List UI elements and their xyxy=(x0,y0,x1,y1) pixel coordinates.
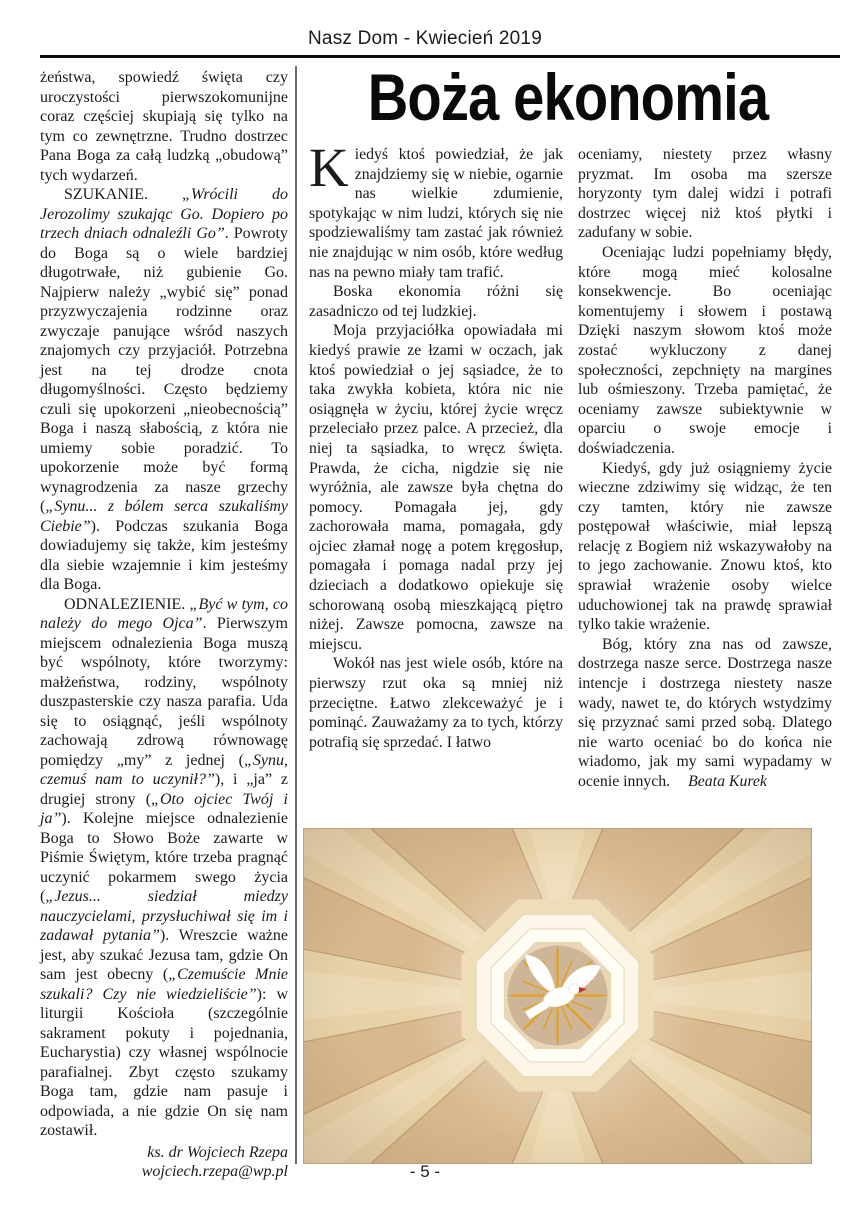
body-text: Moja przyjaciółka opowiadała mi kiedyś prawie ze łzami w oczach, jak ktoś powiedział o jej sąsiadce, że to taka zwykła kobieta, która nic nie osiągnęła w życiu, której życie wręcz przeleciało przez palce. A przecież, dla niej ta sąsiadka, to wręcz święta. Prawda, że cicha, nigdzie się nie wyróżnia, ale zawsze była chętna do pomocy. Pomagała jej, gdy zachorowała mama, pomagała, gdy ojciec złamał nogę a potem kręgosłup, pomagała i pomaga nadal przy jej dzieciach a dodatkowo opiekuje się schorowaną osobą mieszkającą piętro niżej. Zawsze pomocna, zawsze na miejscu. xyxy=(309,322,563,653)
body-text: oceniamy, niestety przez własny pryzmat. Im osoba ma szersze horyzonty tym dalej widzi i potrafi dostrzec więcej niż ktoś płytki i zadufany w sobie. xyxy=(578,146,832,242)
body-text: żeństwa, spowiedź święta czy uroczystości pierwszokomunijne coraz częściej skupiają się tylko na tym co zewnętrzne. Trudno dostrzec Pana Boga za całą ludzką „obudową” tych wydarzeń. xyxy=(40,69,288,184)
body-text: ODNALEZIENIE. xyxy=(64,595,190,613)
body-text: . Powroty do Boga są o wiele bardziej długotrwałe, niż gubienie Go. Najpierw należy „wybić się” ponad przyzwyczajenia rodzinne oraz zwyczaje panujące wśród naszych znajomych czy przyjaciół. Potrzebna jest na tej drodze cnota długomyślności. Często będziemy czuli się upokorzeni „nieobecnością” Boga i naszą słabością, z która nie umiemy sobie poradzić. To upokorzenie może być formą wynagrodzenia za nasze grzechy ( xyxy=(40,225,288,515)
signature-line: wojciech.rzepa@wp.pl xyxy=(141,1163,288,1180)
paragraph xyxy=(309,321,563,654)
body-text: ). Wreszcie ważne jest, aby szukać Jezusa tam, gdzie On sam jest obecny ( xyxy=(40,927,289,983)
paragraph xyxy=(578,635,832,792)
paragraph xyxy=(40,68,288,185)
paragraph xyxy=(578,243,832,459)
paragraph xyxy=(309,137,563,282)
paragraph xyxy=(309,282,563,321)
paragraph xyxy=(309,654,563,752)
signature-line: ks. dr Wojciech Rzepa xyxy=(147,1143,288,1161)
body-text: Oceniając ludzi popełniamy błędy, które mogą mieć kolosalne konsekwencje. Bo oceniając komentujemy i słowem i postawą Dzięki naszym słowom ktoś może zostać wykluczony z danej społeczności, zepchnięty na margines lub ośmieszony. Trzeba pamiętać, że oceniamy zawsze subiektywnie w oparciu o swoje emocje i doświadczenia. xyxy=(578,243,832,457)
right-column xyxy=(578,145,832,792)
left-column xyxy=(40,68,288,1182)
paragraph xyxy=(578,145,832,243)
quote-text: „Wrócili do Jerozolimy szukając Go. Dopiero po trzech dniach odnaleźli Go” xyxy=(40,186,288,242)
body-text: SZUKANIE. xyxy=(64,186,182,203)
body-text: ). Podczas szukania Boga dowiadujemy się także, kim jesteśmy dla siebie wzajemnie i kim jesteśmy dla Boga. xyxy=(40,517,288,593)
paragraph xyxy=(40,185,288,595)
body-text: Wokół nas jest wiele osób, które na pierwszy rzut oka są mniej niż przeciętne. Łatwo zlekceważyć je i pominąć. Zauważamy za to tych, którzy potrafią się sprzedać. I łatwo xyxy=(309,655,563,751)
quote-text: „Synu, czemuś nam to uczynił?” xyxy=(40,751,288,788)
body-text: Kiedyś, gdy już osiągniemy życie wieczne zdziwimy się widząc, że ten czy tamten, który nie zawsze postępował właściwie, miał lepszą relację z Bogiem niż wskazywałoby na to jego zachowanie. Znowu ktoś, kto sprawiał wrażenie osoby wielce uduchowionej tak na prawdę sprawiał tylko takie wrażenie. xyxy=(578,459,832,634)
quote-text: „Być w tym, co należy do mego Ojca” xyxy=(40,595,289,632)
body-text: iedyś ktoś powiedział, że jak znajdziemy się w niebie, ogarnie nas wielkie zdumienie, spotykając w nim ludzi, których się nie spodziewaliśmy tam zastać jak również nie znajdując w nim osób, które według nas na pewno miały tam trafić. xyxy=(309,146,563,281)
body-text: ): w liturgii Kościoła (szczególnie sakrament pokuty i pojednania, Eucharystia) czy własnej wspólnocie parafialnej. Zbyt często szukamy Boga tam, gdzie nam pasuje i odpowiada, a nie gdzie On się nam zostawił. xyxy=(40,985,289,1139)
middle-column xyxy=(309,137,563,752)
page-number: - 5 - xyxy=(409,1162,441,1181)
paragraph xyxy=(40,595,288,1141)
quote-text: „Oto ojciec Twój i ja” xyxy=(40,790,288,827)
body-text: ), i „ja” z drugiej strony ( xyxy=(40,771,289,808)
body-text: Bóg, który zna nas od zawsze, dostrzega nasze serce. Dostrzega nasze intencje i dostrzega niestety nasze wady, nawet te, do których wstydzimy się przyznać sami przed sobą. Dlatego nie warto oceniać bo do końca nie wiadomo, jak my sami wypadamy w ocenie innych. xyxy=(578,635,832,790)
page-header-title: Nasz Dom - Kwiecień 2019 xyxy=(308,28,542,49)
body-text: ). Kolejne miejsce odnalezienie Boga to Słowo Boże zawarte w Piśmie Świętym, które trzeba pragnąć uczynić pokarmem swego życia ( xyxy=(40,810,288,905)
author: Beata Kurek xyxy=(688,773,767,790)
church-ceiling-dove-photo xyxy=(303,828,812,1164)
article-title: Boża ekonomia xyxy=(367,60,769,134)
drop-cap: K xyxy=(309,137,349,198)
quote-text: „Synu... z bólem serca szukaliśmy Ciebie” xyxy=(40,498,288,535)
body-text: . Pierwszym miejscem odnalezienia Boga muszą być wspólnoty, które tworzymy: małżeństwa, rodziny, wspólnoty duszpasterskie czy nasza parafia. Uda się to osiągnąć, jeśli wspólnoty zachowają zdrową równowagę pomiędzy „my” z jednej ( xyxy=(40,615,289,769)
column-divider-rule xyxy=(295,66,297,1164)
quote-text: „Jezus... siedział miedzy nauczycielami, przysłuchiwał się im i zadawał pytania” xyxy=(40,888,288,944)
body-text: Boska ekonomia różni się zasadniczo od tej ludzkiej. xyxy=(309,283,563,320)
quote-text: „Czemuście Mnie szukali? Czy nie wiedzieliście” xyxy=(40,966,289,1003)
paragraph xyxy=(578,459,832,635)
